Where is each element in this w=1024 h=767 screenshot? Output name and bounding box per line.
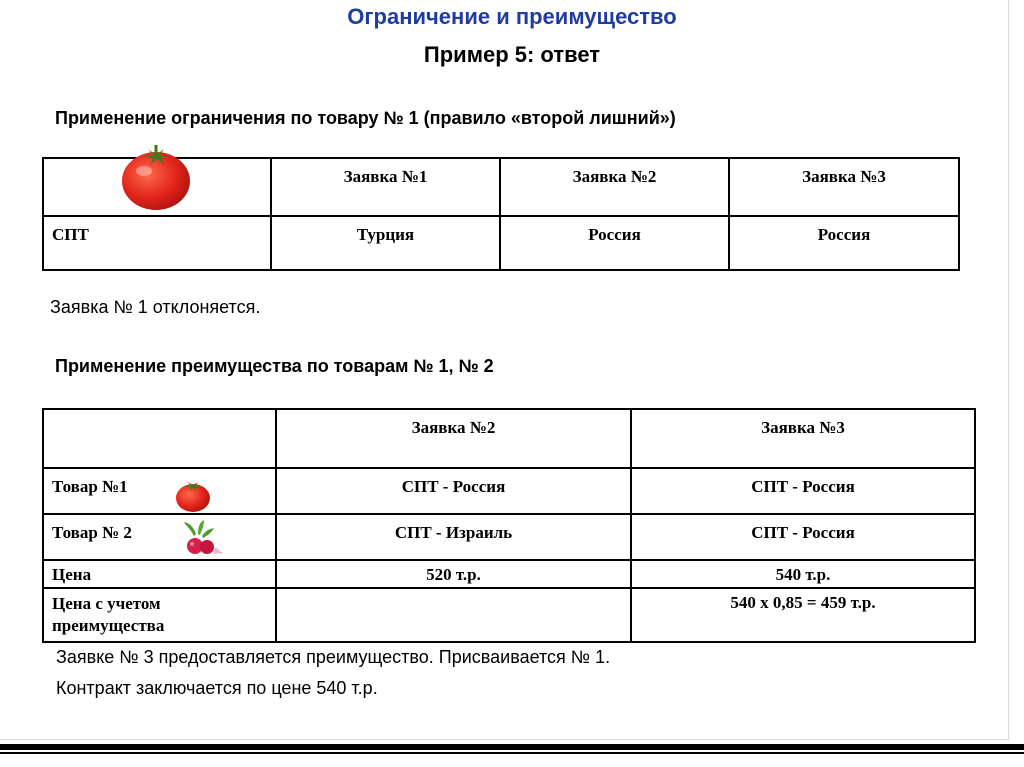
table-row <box>43 409 975 468</box>
cell-product-1-bid-2: СПТ - Россия <box>276 468 631 514</box>
slide-subtitle: Пример 5: ответ <box>423 42 601 67</box>
section2-heading: Применение преимущества по товарам № 1, № 2 <box>55 356 494 376</box>
cell-bid-1: Турция <box>271 216 500 270</box>
tomato-icon <box>120 143 192 211</box>
tomato-icon <box>174 479 212 513</box>
header-bid-1: Заявка №1 <box>271 158 500 216</box>
product-1-label: Товар №1 <box>52 477 128 496</box>
table-row <box>43 216 959 270</box>
section1-heading: Применение ограничения по товару № 1 (правило «второй лишний») <box>55 108 676 128</box>
table-row <box>43 514 975 560</box>
row-label-product-2 <box>43 514 276 560</box>
table-row <box>43 560 975 588</box>
cell-product-1-bid-3: СПТ - Россия <box>631 468 975 514</box>
slide-title: Ограничение и преимущество <box>347 4 677 29</box>
cell-preference-bid-2 <box>276 588 631 642</box>
restriction-table <box>42 157 960 271</box>
row-label-product-1 <box>43 468 276 514</box>
cell-product-2-bid-2: СПТ - Израиль <box>276 514 631 560</box>
table-row <box>43 158 959 216</box>
table-row <box>43 468 975 514</box>
table-row <box>43 588 975 642</box>
cell-price-bid-3: 540 т.р. <box>631 560 975 588</box>
row-label-preference-price: Цена с учетом преимущества <box>43 588 276 642</box>
row-label-spt: СПТ <box>43 216 271 270</box>
preference-note: Заявке № 3 предоставляется преимущество. Присваивается № 1. <box>56 647 611 667</box>
bottom-rule-thin <box>0 752 1024 754</box>
bottom-rule <box>0 744 1024 750</box>
row-label-price: Цена <box>43 560 276 588</box>
cell-product-2-bid-3: СПТ - Россия <box>631 514 975 560</box>
rejection-note: Заявка № 1 отклоняется. <box>50 297 261 317</box>
product-image-cell <box>43 158 271 216</box>
cell-bid-2: Россия <box>500 216 729 270</box>
cell-price-bid-2: 520 т.р. <box>276 560 631 588</box>
header-bid-2: Заявка №2 <box>500 158 729 216</box>
empty-header-cell <box>43 409 276 468</box>
product-2-label: Товар № 2 <box>52 523 132 542</box>
header-bid-2: Заявка №2 <box>276 409 631 468</box>
cell-preference-bid-3: 540 х 0,85 = 459 т.р. <box>631 588 975 642</box>
cell-bid-3: Россия <box>729 216 959 270</box>
preference-table <box>42 408 976 643</box>
contract-note: Контракт заключается по цене 540 т.р. <box>56 678 378 698</box>
header-bid-3: Заявка №3 <box>631 409 975 468</box>
radish-icon <box>180 520 224 556</box>
header-bid-3: Заявка №3 <box>729 158 959 216</box>
